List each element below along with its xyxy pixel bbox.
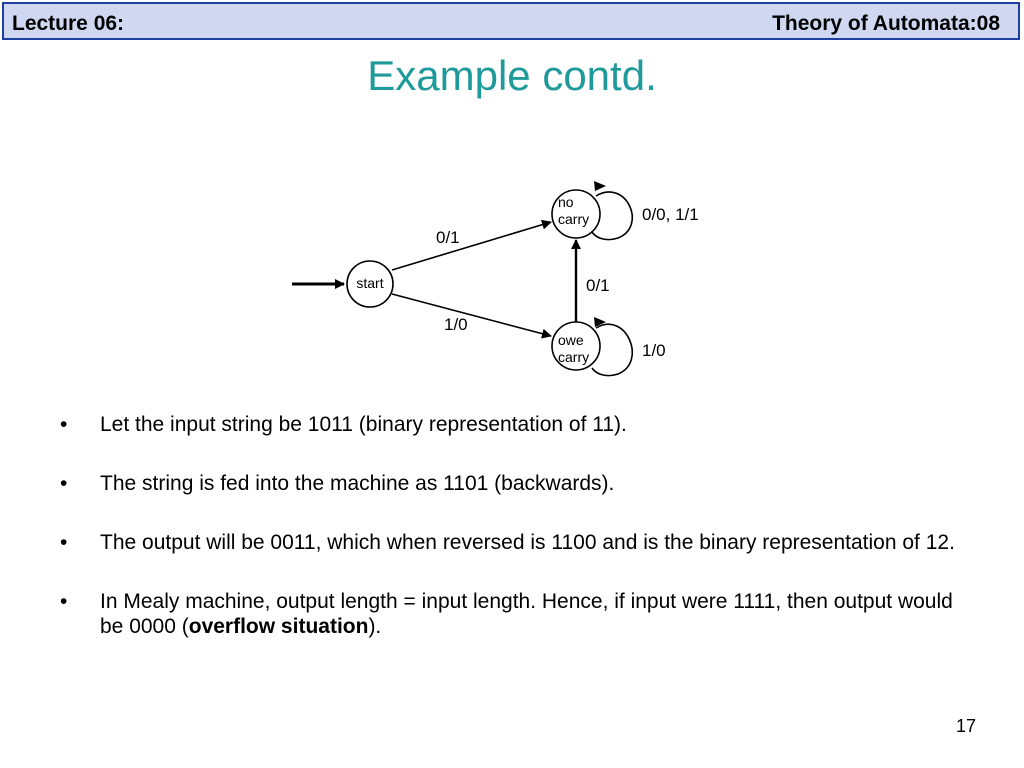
slide-header [2,2,1020,40]
edge-start-to-owe-carry [392,294,551,336]
state-owe-carry-label-line1: owe [558,332,584,348]
loop-label-no-carry: 0/0, 1/1 [642,205,699,224]
bullet-text-after: ). [368,615,382,638]
loop-label-owe-carry: 1/0 [642,341,666,360]
edge-label-start-to-no-carry: 0/1 [436,228,460,247]
loop-no-carry-arrowhead [594,181,606,191]
bullet-emphasis: overflow situation [188,615,369,638]
edge-start-to-no-carry [392,222,551,270]
bullet-text-before: In Mealy machine, output length = input length. Hence, if input were 1111, then output would be 0000 ( [100,590,953,638]
lecture-label: Lecture 06: [12,12,125,35]
bullet-text: The string is fed into the machine as 1101 (backwards). [100,472,615,495]
bullet-text: The output will be 0011, which when reversed is 1100 and is the binary representation of 12. [100,531,955,554]
course-label: Theory of Automata:08 [772,12,1000,35]
bullet-dot: • [60,531,68,554]
slide-number: 17 [955,716,976,736]
bullet-dot: • [60,590,68,613]
state-no-carry-label-line2: carry [558,211,590,227]
bullet-item [60,530,960,555]
bullet-item [60,471,960,496]
state-owe-carry-label-line2: carry [558,349,590,365]
bullet-list [60,412,960,673]
bullet-dot: • [60,472,68,495]
edge-label-owe-carry-to-no-carry: 0/1 [586,276,610,295]
bullet-text: Let the input string be 1011 (binary representation of 11). [100,413,627,436]
state-diagram [280,170,730,390]
state-start-label: start [356,275,384,291]
slide-title: Example contd. [367,52,657,99]
bullet-item [60,589,960,639]
state-no-carry-label-line1: no [558,194,574,210]
bullet-item [60,412,960,437]
edge-label-start-to-owe-carry: 1/0 [444,315,468,334]
bullet-dot: • [60,413,68,436]
